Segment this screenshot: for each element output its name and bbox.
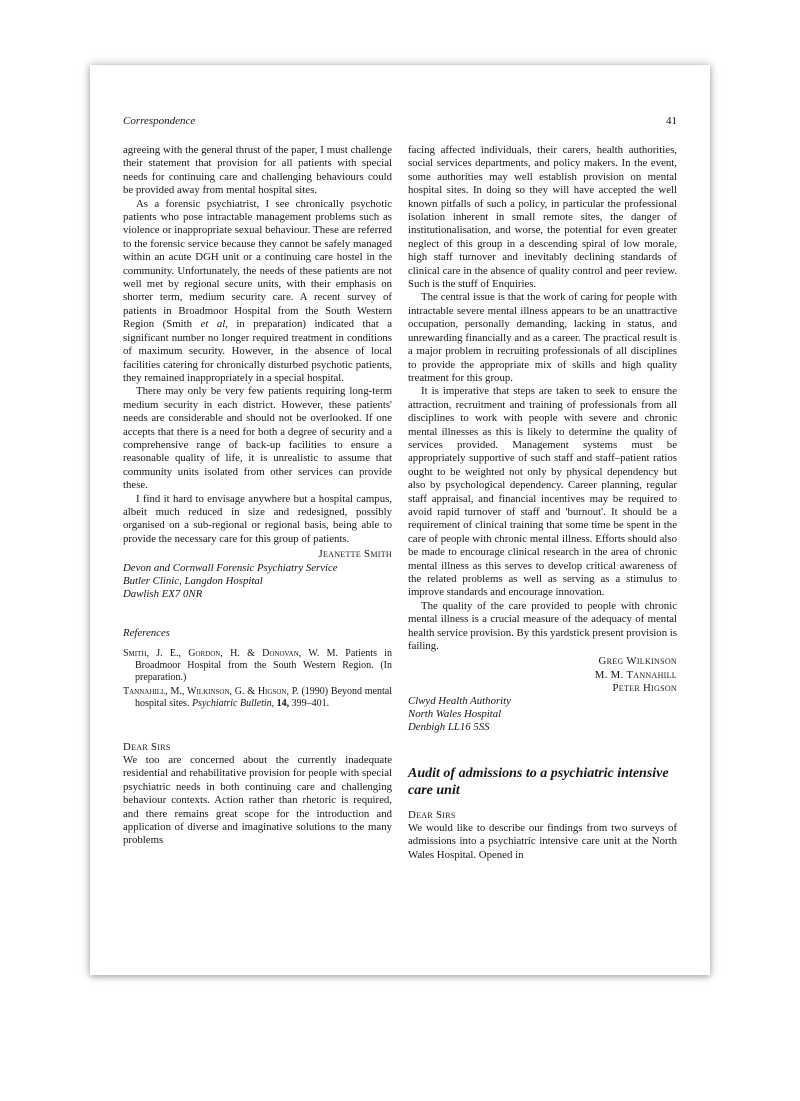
references-heading: References bbox=[123, 627, 170, 640]
address-line: Dawlish EX7 0NR bbox=[123, 588, 203, 600]
paragraph-segment: , in preparation) indicated that a significant number no longer required treatment in conditions of maximum security. However, in the absence of local facilities catering for chronically disturbed psychotic patients, they remained inappropriately in a special hospital. bbox=[123, 318, 393, 384]
author-address bbox=[123, 562, 392, 602]
et-al-italic: et al bbox=[200, 318, 226, 331]
signature-name: Greg Wilkinson bbox=[598, 655, 677, 668]
address-line: Clwyd Health Authority bbox=[408, 695, 511, 708]
reference-item bbox=[123, 648, 392, 685]
paragraph: I find it hard to envisage anywhere but a hospital campus, albeit much reduced in size and redesigned, possibly organised on a sub-regional or regional basis, being able to provide the necessary care for this group of patients. bbox=[123, 492, 392, 545]
paragraph: The central issue is that the work of caring for people with intractable severe mental illness appears to be an unattractive occupation, personally demanding, lacking in status, and unrewarding financially and as a career. The practical result is a major problem in recruiting professionals of all disciplines to provide the appropriate mix of skills and high quality treatment for this group. bbox=[408, 291, 677, 384]
salutation: Dear Sirs bbox=[123, 740, 171, 753]
author-address bbox=[408, 695, 677, 735]
signature-block bbox=[408, 655, 677, 695]
salutation: Dear Sirs bbox=[408, 808, 456, 821]
page-number: 41 bbox=[666, 115, 677, 127]
address-line: Devon and Cornwall Forensic Psychiatry Service bbox=[123, 561, 338, 574]
signature-name: Peter Higson bbox=[612, 681, 677, 694]
two-column-layout bbox=[123, 144, 677, 862]
paragraph: There may only be very few patients requiring long-term medium security in each district. However, these patients' needs are considerable and should not be overlooked. If one accepts that there is a need for both a degree of security and a comprehensive range of back-up facilities to ensure a reasonable quality of life, it is unrealistic to assume that community units isolated from other services can provide these. bbox=[123, 385, 392, 492]
paragraph bbox=[123, 198, 392, 386]
paragraph-segment: As a forensic psychiatrist, I see chronically psychotic patients who pose intractable management problems such as violence or inappropriate sexual behaviour. These are referred to the forensic service because they cannot be safely managed within an acute DGH unit or a continuing care hostel in the community. Unfortunately, the needs of these patients are not well met by regional secure units, with their emphasis on shorter term, medium security care. A recent survey of patients in Broadmoor Hospital from the South Western Region (Smith bbox=[123, 197, 392, 331]
signature-name: M. M. Tannahill bbox=[594, 668, 677, 681]
paragraph: We too are concerned about the currently inadequate residential and rehabilitative provision for people with special psychiatric needs in both continuing care and challenging behaviour contexts. Action rather than rhetoric is required, and there remains great scope for the introduction and application of diverse and imaginative solutions to the many problems bbox=[123, 754, 392, 847]
reference-item bbox=[123, 686, 392, 711]
page-header bbox=[123, 115, 677, 127]
paragraph: The quality of the care provided to people with chronic mental illness is a crucial measure of the adequacy of mental health service provision. By this yardstick present provision is failing. bbox=[408, 599, 677, 653]
address-line: North Wales Hospital bbox=[408, 708, 502, 721]
address-line: Denbigh LL16 5SS bbox=[408, 721, 490, 734]
reference-text: (1990) Beyond mental hospital sites. bbox=[135, 685, 392, 710]
reference-text: Patients in Broadmoor Hospital from the South Western Region. (In preparation.) bbox=[135, 647, 392, 684]
paragraph: We would like to describe our findings from two surveys of admissions into a psychiatric intensive care unit at the North Wales Hospital. Opened in bbox=[408, 822, 677, 861]
reference-text: 399–401. bbox=[289, 698, 330, 710]
article-title: Audit of admissions to a psychiatric intensive care unit bbox=[408, 765, 669, 798]
address-line: Butler Clinic, Langdon Hospital bbox=[123, 574, 263, 587]
journal-volume: 14, bbox=[274, 698, 290, 710]
paragraph: agreeing with the general thrust of the paper, I must challenge their statement that provision for all patients with special needs for continuing care and challenging behaviours could be provided away from mental hospital sites. bbox=[123, 144, 392, 197]
right-column bbox=[408, 144, 677, 862]
paragraph: It is imperative that steps are taken to seek to ensure the attraction, recruitment and training of professionals from all disciplines to work with people with severe and chronic mental illnesses as this is likely to determine the quality of services provided. Management systems must be appropriately supportive of such staff and staff–patient ratios ought to be weighted not only by physical dependency but also by psychological dependency. Career planning, regular staff appraisal, and financial incentives may be required to avoid rapid turnover of staff and 'burnout'. It should be a requirement of clinical training that some time be spent in the care of people with chronic mental illness. Efforts should also be made to encourage clinical research in the area of chronic mental illness as this serves to develop critical awareness of the related problems as well as serving as a stimulus to improve standards and encourage innovation. bbox=[408, 385, 677, 599]
paragraph: facing affected individuals, their carers, health authorities, social services departments, and policy makers. In the event, some authorities may well establish provision on mental hospital sites. In doing so they will have accepted the well known pitfalls of such a policy, in particular the professional isolation inherent in small remote sites, the danger of institutionalisation, and worse, the potential for even greater neglect of this group in a descending spiral of low morale, high staff turnover and inevitably declining standards of clinical care in the absence of quality control and peer review. Such is the stuff of Enquiries. bbox=[408, 144, 677, 291]
reference-authors: Tannahill, M., Wilkinson, G. & Higson, P. bbox=[123, 685, 299, 697]
journal-title: Psychiatric Bulletin, bbox=[191, 698, 275, 710]
journal-page bbox=[90, 65, 710, 975]
left-column bbox=[123, 144, 392, 862]
signature-name: Jeanette Smith bbox=[318, 548, 392, 561]
reference-authors: Smith, J. E., Gordon, H. & Donovan, W. M. bbox=[123, 647, 339, 659]
running-title: Correspondence bbox=[123, 115, 196, 127]
